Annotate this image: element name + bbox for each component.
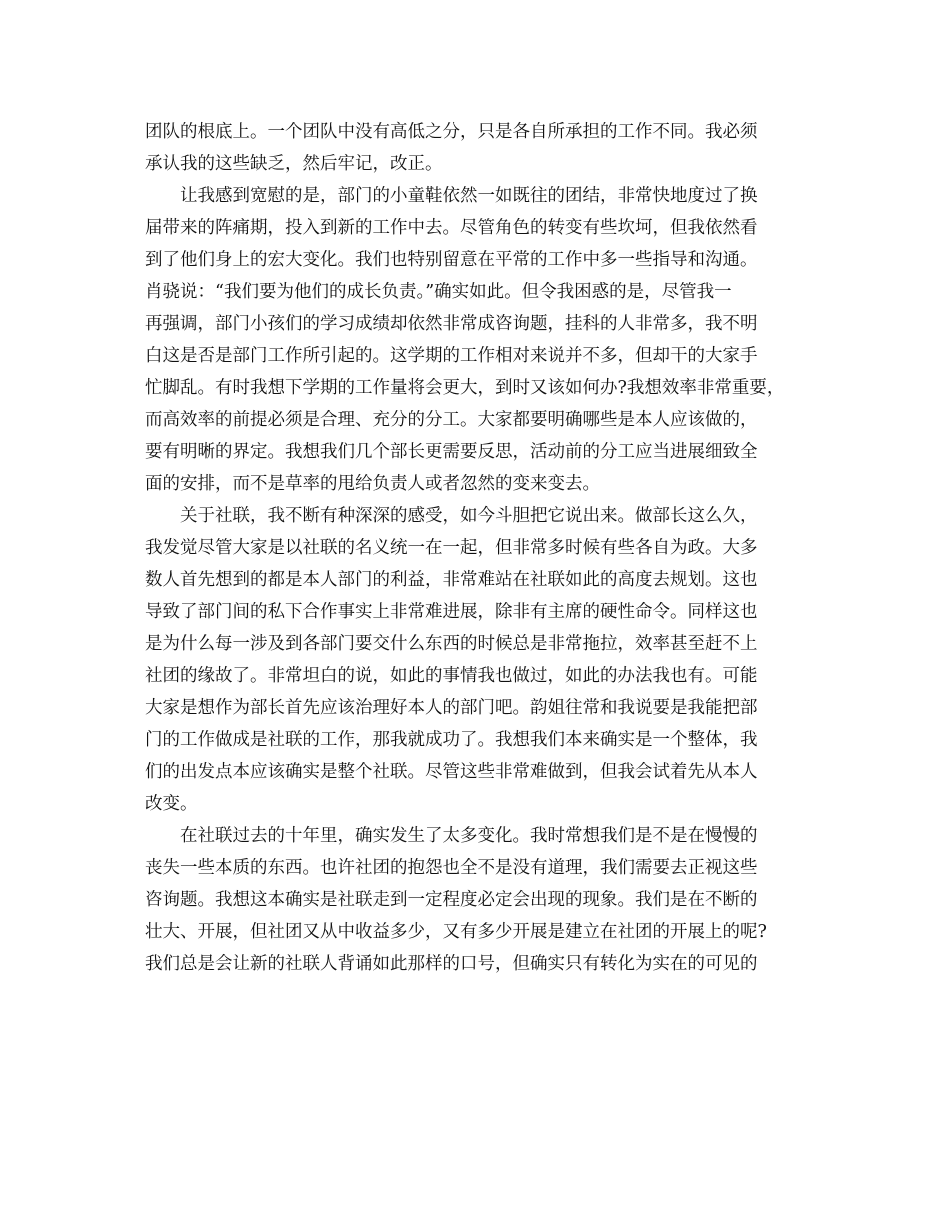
text-line: 是为什么每一涉及到各部门要交什么东西的时候总是非常拖拉，效率甚至赶不上 (145, 634, 758, 654)
text-line: 大家是想作为部长首先应该治理好本人的部门吧。韵姐往常和我说要是我能把部 (145, 698, 758, 718)
text-line: 关于社联，我不断有种深深的感受，如今斗胆把它说出来。做部长这么久， (180, 506, 758, 526)
text-line: 改变。 (145, 794, 198, 814)
text-line: 让我感到宽慰的是，部门的小童鞋依然一如既往的团结，非常快地度过了换 (180, 186, 758, 206)
text-line: 我们总是会让新的社联人背诵如此那样的口号，但确实只有转化为实在的可见的 (145, 954, 758, 974)
text-line: 导致了部门间的私下合作事实上非常难进展，除非有主席的硬性命令。同样这也 (145, 602, 758, 622)
text-line: 丧失一些本质的东西。也许社团的抱怨也全不是没有道理，我们需要去正视这些 (145, 858, 758, 878)
text-line: 面的安排，而不是草率的甩给负责人或者忽然的变来变去。 (145, 474, 600, 494)
text-line: 社团的缘故了。非常坦白的说，如此的事情我也做过，如此的办法我也有。可能 (145, 666, 758, 686)
text-line: 届带来的阵痛期，投入到新的工作中去。尽管角色的转变有些坎坷，但我依然看 (145, 218, 758, 238)
text-line: 承认我的这些缺乏，然后牢记，改正。 (145, 154, 443, 174)
text-line: 数人首先想到的都是本人部门的利益，非常难站在社联如此的高度去规划。这也 (145, 570, 758, 590)
text-line: 我发觉尽管大家是以社联的名义统一在一起，但非常多时候有些各自为政。大多 (145, 538, 758, 558)
text-line: 白这是否是部门工作所引起的。这学期的工作相对来说并不多，但却干的大家手 (145, 346, 758, 366)
text-line: 忙脚乱。有时我想下学期的工作量将会更大，到时又该如何办?我想效率非常重要， (145, 378, 785, 398)
text-line: 到了他们身上的宏大变化。我们也特别留意在平常的工作中多一些指导和沟通。 (145, 250, 758, 270)
text-line: 要有明晰的界定。我想我们几个部长更需要反思，活动前的分工应当进展细致全 (145, 442, 758, 462)
document-body (145, 116, 815, 980)
text-line: 壮大、开展，但社团又从中收益多少，又有多少开展是建立在社团的开展上的呢? (145, 922, 767, 942)
text-line: 在社联过去的十年里，确实发生了太多变化。我时常想我们是不是在慢慢的 (180, 826, 758, 846)
text-line: 再强调，部门小孩们的学习成绩却依然非常成咨询题，挂科的人非常多，我不明 (145, 314, 758, 334)
text-line: 而高效率的前提必须是合理、充分的分工。大家都要明确哪些是本人应该做的， (145, 410, 758, 430)
text-line: 肖骁说：“我们要为他们的成长负责。”确实如此。但令我困惑的是，尽管我一 (145, 282, 732, 302)
text-line: 团队的根底上。一个团队中没有高低之分，只是各自所承担的工作不同。我必须 (145, 122, 758, 142)
text-line: 咨询题。我想这本确实是社联走到一定程度必定会出现的现象。我们是在不断的 (145, 890, 758, 910)
text-line: 门的工作做成是社联的工作，那我就成功了。我想我们本来确实是一个整体，我 (145, 730, 758, 750)
text-line: 们的出发点本应该确实是整个社联。尽管这些非常难做到，但我会试着先从本人 (145, 762, 758, 782)
